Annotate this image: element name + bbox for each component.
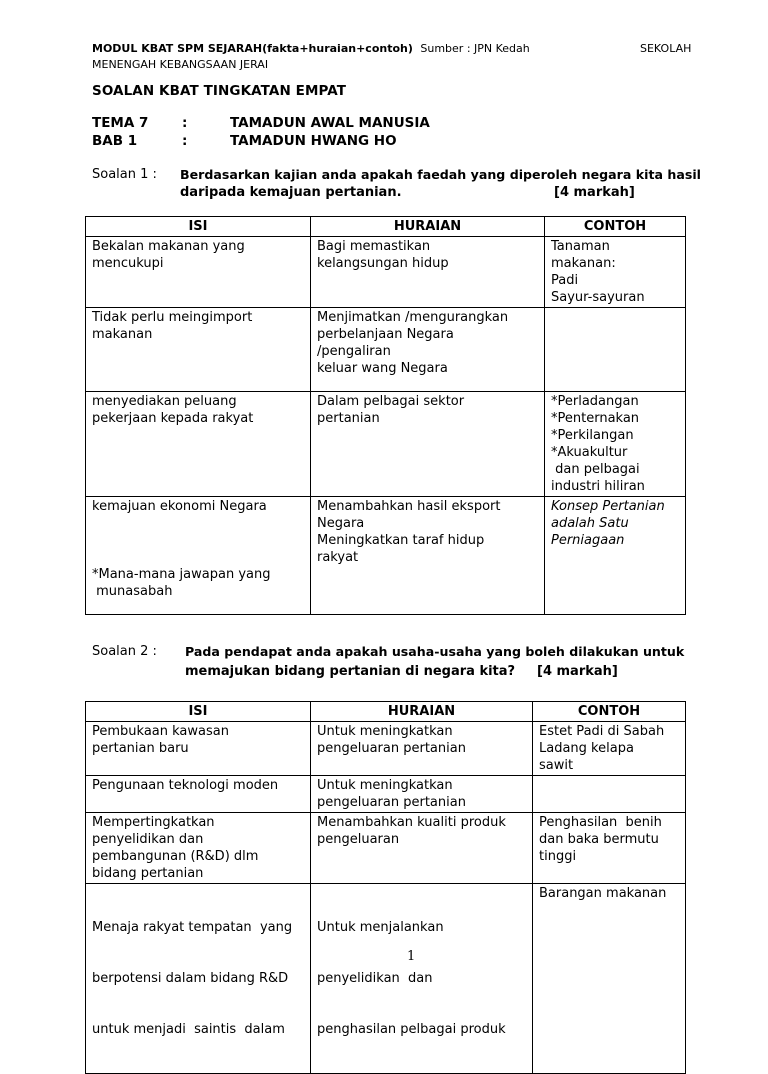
table-row [86,237,686,308]
table-cell-isi [86,497,311,615]
cell-line: munasabah [92,584,173,599]
table-cell-contoh [533,884,686,1074]
page-title: SOALAN KBAT TINGKATAN EMPAT [92,83,347,99]
cell-line: Pembukaan kawasan [92,724,229,739]
question-1 [92,166,732,202]
cell-line: kelangsungan hidup [317,256,449,271]
cell-line: Tanaman [551,239,610,254]
bab-value: TAMADUN HWANG HO [230,133,397,149]
table-cell-contoh [533,813,686,884]
table-row [86,497,686,615]
table-cell-contoh [533,776,686,813]
table-row [86,308,686,392]
table-cell-huraian [311,722,533,776]
table-2-header-huraian: HURAIAN [311,702,533,722]
table-cell-contoh [533,722,686,776]
cell-line: Menaja rakyat tempatan yang [92,920,293,935]
cell-line: *Perladangan [551,394,639,409]
table-row [86,884,686,1074]
cell-line: pekerjaan kepada rakyat [92,411,254,426]
cell-line: Menambahkan kualiti produk [317,815,506,830]
cell-line: Mempertingkatkan [92,815,215,830]
cell-line: penyelidikan dan [317,971,433,986]
table-cell-isi [86,884,311,1074]
tema-value: TAMADUN AWAL MANUSIA [230,115,430,131]
cell-line: Barangan makanan [539,886,667,901]
table-cell-huraian [311,776,533,813]
table-row [86,813,686,884]
header-school-part1: SEKOLAH [640,42,692,55]
cell-line: penyelidikan dan [92,832,204,847]
table-cell-huraian [311,813,533,884]
question-2 [92,643,732,683]
cell-line: sawit [539,758,574,773]
table-row [86,776,686,813]
table-1-header-huraian: HURAIAN [311,217,545,237]
cell-line: tinggi [539,849,577,864]
tema-colon: : [182,115,188,131]
cell-line: Konsep Pertanian [551,499,665,514]
bab-colon: : [182,133,188,149]
cell-line: pembangunan (R&D) dlm [92,849,259,864]
bab-label: BAB 1 [92,133,138,149]
cell-line: Sayur-sayuran [551,290,645,305]
cell-line: pertanian [317,411,380,426]
table-cell-contoh [545,392,686,497]
cell-line: Tidak perlu meingimport [92,310,253,325]
table-row [86,392,686,497]
table-cell-isi [86,776,311,813]
bab-line [92,133,512,151]
table-cell-huraian [311,308,545,392]
cell-line: pengeluaran pertanian [317,795,466,810]
table-2-header-isi: ISI [86,702,311,722]
cell-line [92,549,304,566]
table-1-header-contoh: CONTOH [545,217,686,237]
cell-line: dan pelbagai [551,462,640,477]
table-cell-huraian [311,392,545,497]
table-2-header-row [86,702,686,722]
cell-line: adalah Satu [551,516,629,531]
question-2-marks: [4 markah] [537,664,618,679]
cell-line: Penghasilan benih [539,815,662,830]
cell-line: bidang pertanian [92,866,204,881]
header-line-1 [92,41,702,57]
table-cell-isi [86,308,311,392]
question-1-label: Soalan 1 : [92,167,157,182]
table-row [86,722,686,776]
tema-label: TEMA 7 [92,115,149,131]
cell-line: Estet Padi di Sabah [539,724,665,739]
cell-line: Untuk meningkatkan [317,778,453,793]
cell-line: *Akuakultur [551,445,628,460]
cell-line: *Mana-mana jawapan yang [92,567,271,582]
header-source: Sumber : JPN Kedah [420,42,530,55]
cell-line: *Perkilangan [551,428,634,443]
question-2-line1: Pada pendapat anda apakah usaha-usaha yang boleh dilakukan untuk [185,644,685,659]
table-cell-huraian [311,497,545,615]
page-header [92,41,702,73]
cell-line: Ladang kelapa [539,741,634,756]
question-1-line1: Berdasarkan kajian anda apakah faedah yang diperoleh negara kita hasil [180,167,701,182]
cell-line: menyediakan peluang [92,394,237,409]
cell-line: makanan [92,327,153,342]
table-cell-huraian [311,237,545,308]
table-cell-isi [86,813,311,884]
table-cell-isi [86,237,311,308]
cell-line: Menjimatkan /mengurangkan [317,310,509,325]
table-cell-huraian [311,884,533,1074]
cell-line: dan baka bermutu [539,832,659,847]
cell-line: makanan: [551,256,616,271]
page-number: 1 [407,949,416,964]
cell-line: pengeluaran [317,832,400,847]
cell-line: Bekalan makanan yang [92,239,245,254]
tema-line [92,115,512,133]
cell-line: perbelanjaan Negara [317,327,454,342]
cell-line: industri hiliran [551,479,645,494]
question-2-line2: memajukan bidang pertanian di negara kita? [185,664,516,679]
cell-line: Untuk meningkatkan [317,724,453,739]
cell-line: Untuk menjalankan [317,920,444,935]
cell-line: penghasilan pelbagai produk [317,1022,506,1037]
cell-line [92,532,304,549]
table-2 [85,701,686,1074]
cell-line: rakyat [317,550,359,565]
cell-line: berpotensi dalam bidang R&D [92,971,289,986]
table-1-header-row [86,217,686,237]
cell-line: Padi [551,273,579,288]
cell-line: /pengaliran [317,344,391,359]
cell-line: untuk menjadi saintis dalam [92,1022,285,1037]
question-2-label: Soalan 2 : [92,644,157,659]
cell-line: Pengunaan teknologi moden [92,778,279,793]
table-1 [85,216,686,615]
cell-line: Negara [317,516,365,531]
cell-line: Dalam pelbagai sektor [317,394,465,409]
cell-line: mencukupi [92,256,164,271]
cell-line: keluar wang Negara [317,361,448,376]
cell-line: *Penternakan [551,411,640,426]
question-1-marks: [4 markah] [554,185,635,200]
table-cell-contoh [545,497,686,615]
table-cell-contoh [545,308,686,392]
table-2-header-contoh: CONTOH [533,702,686,722]
table-cell-contoh [545,237,686,308]
cell-line [92,515,304,532]
question-1-line2: daripada kemajuan pertanian. [180,185,402,200]
cell-line: Perniagaan [551,533,625,548]
cell-line: pertanian baru [92,741,189,756]
header-school-part2: MENENGAH KEBANGSAAN JERAI [92,58,269,71]
module-title: MODUL KBAT SPM SEJARAH(fakta+huraian+contoh) [92,42,413,55]
cell-line: kemajuan ekonomi Negara [92,499,267,514]
cell-line: Meningkatkan taraf hidup [317,533,485,548]
cell-line: Menambahkan hasil eksport [317,499,501,514]
table-cell-isi [86,392,311,497]
cell-line: Bagi memastikan [317,239,431,254]
table-1-header-isi: ISI [86,217,311,237]
cell-line: pengeluaran pertanian [317,741,466,756]
table-cell-isi [86,722,311,776]
